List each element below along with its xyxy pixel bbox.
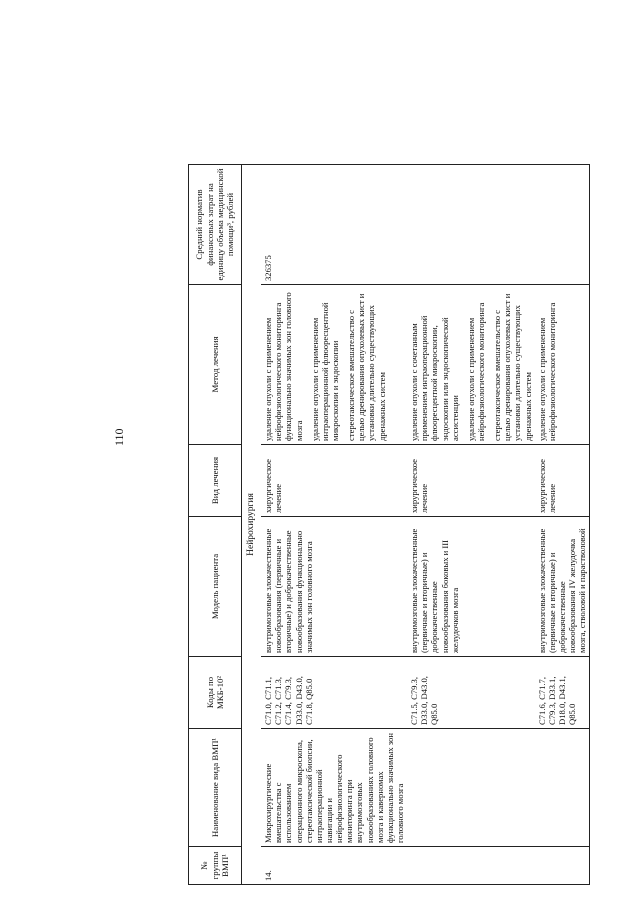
table-row (407, 165, 535, 885)
section-row (242, 165, 262, 885)
treatment-methods (261, 285, 407, 445)
section-title: Нейрохирургия (242, 165, 262, 885)
icd-codes: C71.0, C71.1, C71.2, C71.3, C71.4, C79.3, D33.0, D43.0, C71.8, Q85.0 (261, 657, 407, 729)
header-row (189, 165, 242, 885)
method-item: удаление опухоли с сочетанным применением интраоперационной флюоресцентной микроскопии, эндоскопии или эндоскопической ассистенции (409, 315, 460, 441)
patient-model: внутримозговые злокачественные (первичные и вторичные) и доброкачественные новообразования IV желудочка мозга, стволовой и парастволовой (535, 517, 590, 657)
header-treatment: Вид лечения (189, 445, 242, 517)
page-number: 110 (112, 428, 126, 446)
vmp-name: Микрохирургические вмешательства с использованием операционного микроскопа, стереотаксической биопсии, интраоперационной навигации и нейрофизиологического мониторинга при внутримозговых новообразованиях головного мозга и каверномах функционально значимых зон головного мозга (261, 729, 407, 847)
vmp-name (407, 729, 535, 847)
vmp-name (535, 729, 590, 847)
cost-value (407, 165, 535, 285)
method-item: стереотаксическое вмешательство с целью дренирования опухолевых кист и установки длительно существующих дренажных систем (346, 293, 387, 441)
vmp-table (188, 164, 590, 885)
group-number (407, 847, 535, 885)
method-item: удаление опухоли с применением интраоперационной флюоресцентной микроскопии и эндоскопии (309, 302, 341, 441)
table-row (535, 165, 590, 885)
icd-codes: C71.6, C71.7, C79.3, D33.1, D18.0, D43.1, Q85.0 (535, 657, 590, 729)
group-number: 14. (261, 847, 407, 885)
cost-value: 326375 (261, 165, 407, 285)
header-name: Наименование вида ВМП¹ (189, 729, 242, 847)
header-codes: Коды по МКБ-10² (189, 657, 242, 729)
group-number (535, 847, 590, 885)
treatment-methods (535, 285, 590, 445)
header-model: Модель пациента (189, 517, 242, 657)
method-item: удаление опухоли с применением нейрофизиологического мониторинга функционально значимых зон головного мозга (263, 292, 304, 441)
header-cost: Средний норматив финансовых затрат на единицу объема медицинской помощи³, рублей (189, 165, 242, 285)
rotated-table-container (188, 165, 640, 885)
treatment-type: хирургическое лечение (535, 445, 590, 517)
treatment-methods (407, 285, 535, 445)
header-method: Метод лечения (189, 285, 242, 445)
treatment-type: хирургическое лечение (261, 445, 407, 517)
patient-model: внутримозговые злокачественные новообразования (первичные и вторичные) и доброкачественные новообразования функционально значимых зон головного мозга (261, 517, 407, 657)
method-item: удаление опухоли с применением нейрофизиологического мониторинга (465, 302, 487, 441)
treatment-type: хирургическое лечение (407, 445, 535, 517)
table-row (261, 165, 407, 885)
cost-value (535, 165, 590, 285)
method-item: стереотаксическое вмешательство с целью дренирования опухолевых кист и установки длительно существующих дренажных систем (492, 293, 533, 441)
patient-model: внутримозговые злокачественные (первичные и вторичные) и доброкачественные новообразования боковых и III желудочков мозга (407, 517, 535, 657)
icd-codes: C71.5, C79.3, D33.0, D43.0, Q85.0 (407, 657, 535, 729)
method-item: удаление опухоли с применением нейрофизиологического мониторинга (536, 302, 557, 441)
header-group: № группы ВМП¹ (189, 847, 242, 885)
